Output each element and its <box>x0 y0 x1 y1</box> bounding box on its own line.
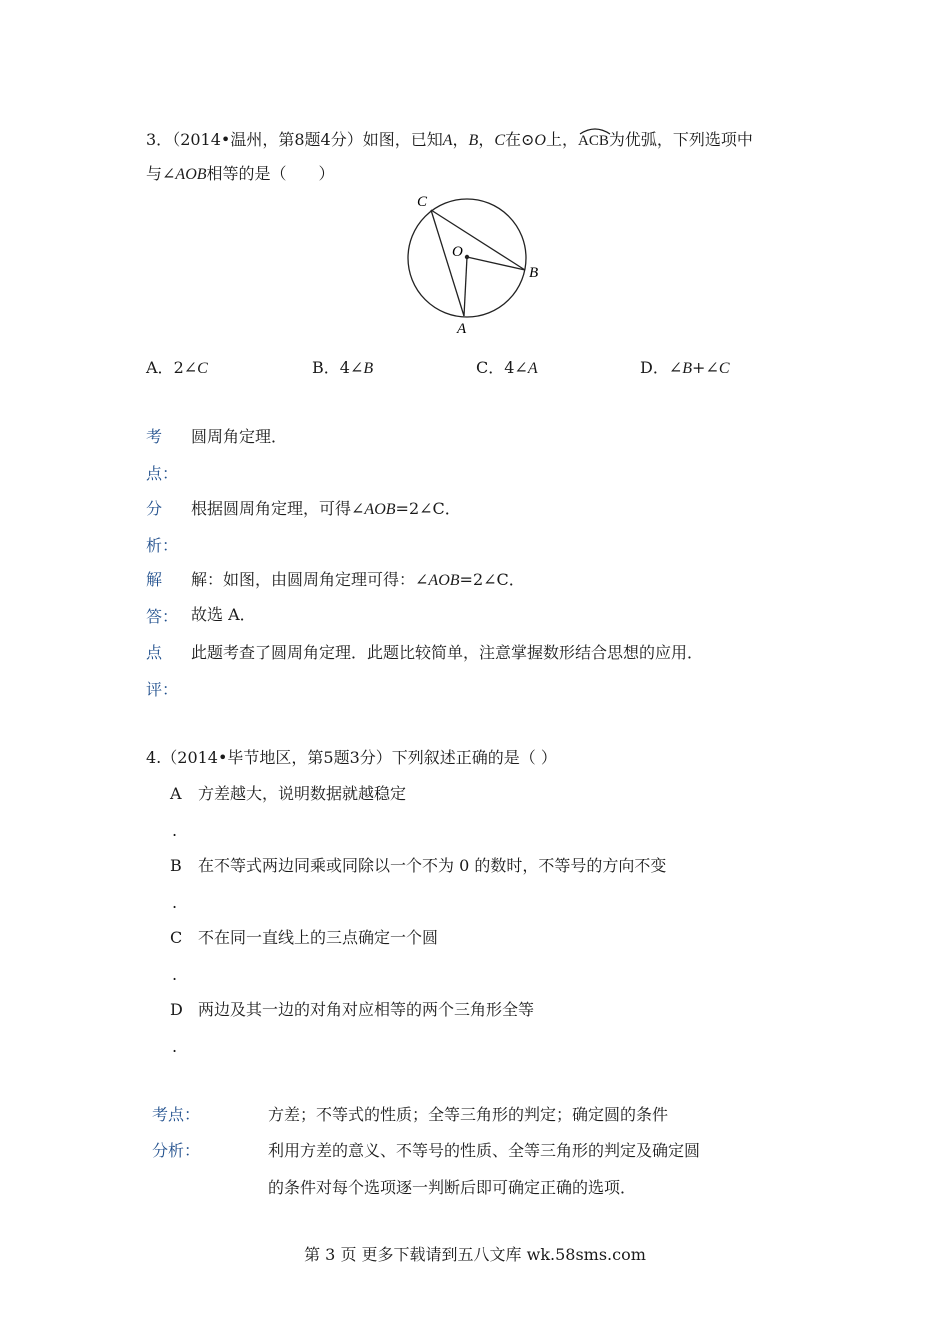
q4-fenxi-label: 分析： <box>152 1141 201 1160</box>
q3-jieda-text: 解：如图，由圆周角定理可得：∠AOB=2∠C． <box>191 570 525 589</box>
q3-option-a: A．2∠C <box>146 358 208 377</box>
q4-option-d-text: 两边及其一边的对角对应相等的两个三角形全等 <box>198 1000 535 1019</box>
q3-dianping-label-1: 点 <box>146 643 163 662</box>
q3-option-c: C．4∠A <box>476 358 538 377</box>
q4-option-c-dot: . <box>172 965 178 984</box>
q4-option-d-dot: . <box>172 1037 178 1056</box>
q4-kaodian-text: 方差；不等式的性质；全等三角形的判定；确定圆的条件 <box>268 1105 669 1124</box>
label-b: B <box>529 265 539 281</box>
arc-acb-label: ACB <box>578 127 609 151</box>
q4-fenxi-line1: 利用方差的意义、不等号的性质、全等三角形的判定及确定圆 <box>268 1141 701 1160</box>
q4-option-b-dot: . <box>172 893 178 912</box>
q3-kaodian-label-1: 考 <box>146 427 163 446</box>
q4-option-a-label: A <box>170 784 182 803</box>
q3-dianping-label-2: 评： <box>146 680 179 699</box>
center-point <box>465 255 469 259</box>
q3-fenxi-text: 根据圆周角定理，可得∠AOB=2∠C． <box>191 499 461 518</box>
q4-option-c-label: C <box>170 928 183 947</box>
q4-option-b-label: B <box>170 856 182 875</box>
q4-option-d-label: D <box>170 1000 183 1019</box>
q4-header: 4.（2014•毕节地区，第5题3分）下列叙述正确的是（ ） <box>146 748 557 767</box>
q3-fenxi-label-1: 分 <box>146 499 163 518</box>
q4-option-a-dot: . <box>172 821 178 840</box>
q3-option-d: D．∠B+∠C <box>640 358 730 377</box>
q3-dianping-text: 此题考查了圆周角定理．此题比较简单，注意掌握数形结合思想的应用． <box>191 643 704 662</box>
page-footer: 第 3 页 更多下载请到五八文库 wk.58sms.com <box>304 1245 646 1264</box>
segment-oa <box>464 257 467 316</box>
segment-ob <box>467 257 525 270</box>
q4-option-a-text: 方差越大，说明数据就越稳定 <box>198 784 407 803</box>
label-c: C <box>417 194 428 210</box>
q3-jieda-line2: 故选 A． <box>191 605 256 624</box>
arc-symbol-icon <box>578 125 612 135</box>
q3-kaodian-text: 圆周角定理． <box>191 427 288 446</box>
q3-jieda-label-1: 解 <box>146 570 163 589</box>
q3-jieda-label-2: 答： <box>146 607 179 626</box>
label-a: A <box>457 321 467 337</box>
q3-fenxi-label-2: 析： <box>146 536 179 555</box>
segment-ca <box>431 210 464 316</box>
q4-option-c-text: 不在同一直线上的三点确定一个圆 <box>198 928 439 947</box>
circle-figure <box>395 188 555 338</box>
q3-stem-line2: 与∠AOB相等的是（ ） <box>146 164 335 183</box>
q3-kaodian-label-2: 点： <box>146 464 179 483</box>
q4-option-b-text: 在不等式两边同乘或同除以一个不为 0 的数时，不等号的方向不变 <box>198 856 667 875</box>
q4-kaodian-label: 考点： <box>152 1105 201 1124</box>
q4-fenxi-line2: 的条件对每个选项逐一判断后即可确定正确的选项． <box>268 1178 637 1197</box>
q3-stem-line1: 3．（2014•温州，第8题4分）如图，已知A，B，C在⊙O上， ACB为优弧，下列选项中 <box>146 127 753 151</box>
label-o: O <box>452 244 463 260</box>
q3-option-b: B．4∠B <box>312 358 374 377</box>
